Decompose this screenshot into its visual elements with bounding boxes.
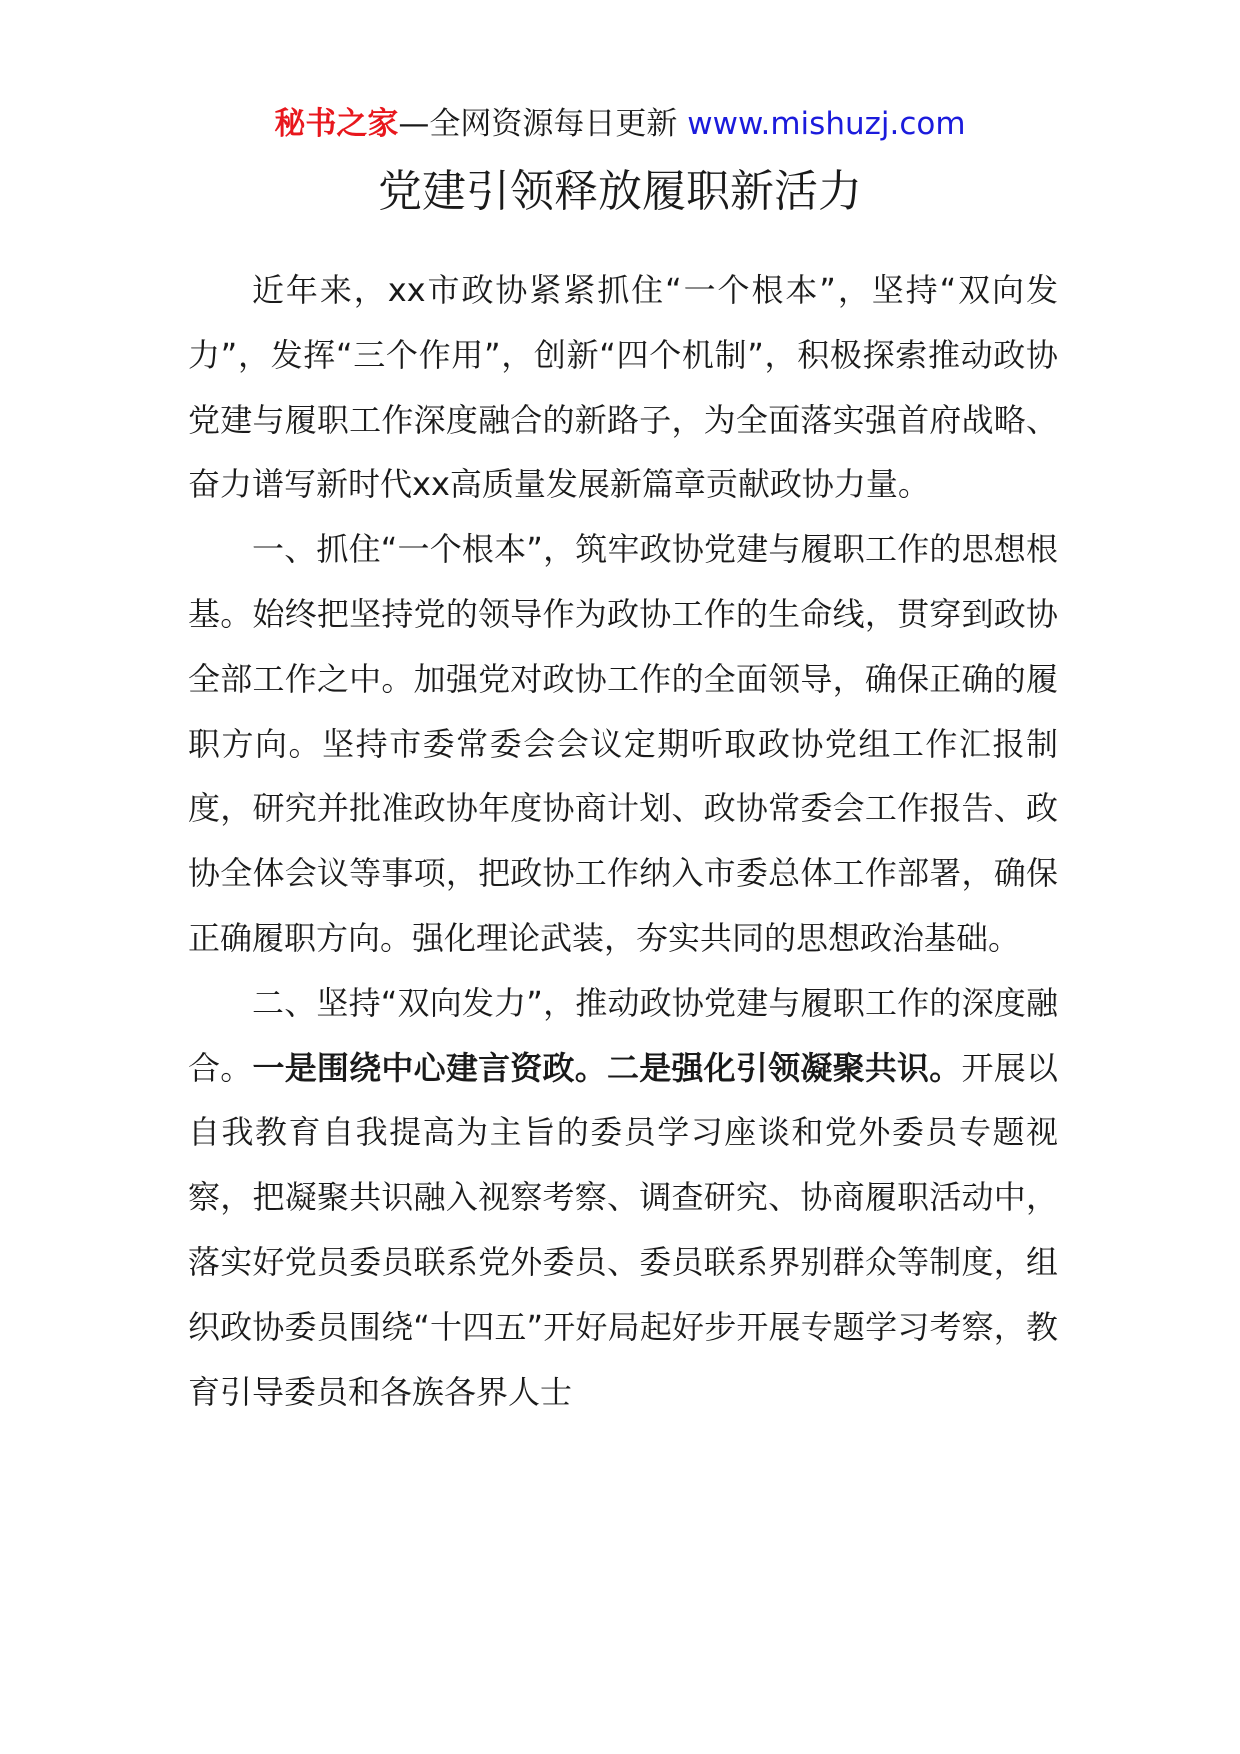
site-url-link[interactable]: www.mishuzj.com <box>687 106 966 142</box>
section-2-heading: 二、坚持“双向发力”， <box>252 983 576 1022</box>
section-1-heading: 一、抓住“一个根本”， <box>252 530 576 569</box>
paragraph-section-1 <box>188 517 1058 971</box>
document-body <box>188 258 1058 1424</box>
site-header <box>0 100 1240 148</box>
section-2-body: 开展以自我教育自我提高为主旨的委员学习座谈和党外委员专题视察，把凝聚共识融入视察考察、调查研究、协商履职活动中，落实好党员委员联系党外委员、委员联系界别群众等制度，组织政协委员围绕“十四五”开好局起好步开展专题学习考察，教育引导委员和各族各界人士 <box>188 1048 1058 1411</box>
section-2-bold-points: 一是围绕中心建言资政。二是强化引领凝聚共识。 <box>252 1048 962 1087</box>
site-slogan: —全网资源每日更新 <box>398 106 688 142</box>
document-title: 党建引领释放履职新活力 <box>378 166 862 217</box>
paragraph-section-2 <box>188 971 1058 1425</box>
section-1-body: 筑牢政协党建与履职工作的思想根基。始终把坚持党的领导作为政协工作的生命线，贯穿到政协全部工作之中。加强党对政协工作的全面领导，确保正确的履职方向。坚持市委常委会会议定期听取政协党组工作汇报制度，研究并批准政协年度协商计划、政协常委会工作报告、政协全体会议等事项，把政协工作纳入市委总体工作部署，确保正确履职方向。强化理论武装，夯实共同的思想政治基础。 <box>188 530 1058 957</box>
paragraph-intro: 近年来，xx市政协紧紧抓住“一个根本”，坚持“双向发力”，发挥“三个作用”，创新“四个机制”，积极探索推动政协党建与履职工作深度融合的新路子，为全面落实强首府战略、奋力谱写新时代xx高质量发展新篇章贡献政协力量。 <box>188 271 1058 504</box>
section-2-intro: 推动政协党建与履职工作的深度融合。 <box>188 983 1058 1087</box>
site-brand: 秘书之家 <box>274 106 399 142</box>
